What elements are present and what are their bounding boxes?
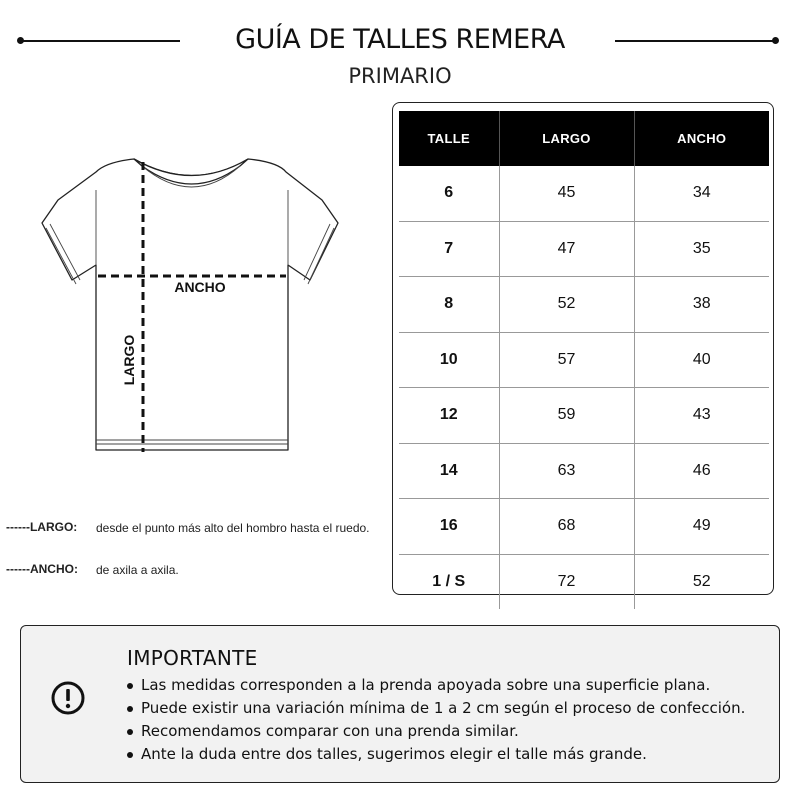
table-header-row xyxy=(399,111,769,166)
cell-size: 10 xyxy=(399,332,499,388)
tshirt-diagram xyxy=(20,150,360,470)
size-table xyxy=(399,111,769,609)
important-notice xyxy=(20,625,780,783)
table-row xyxy=(399,277,769,333)
cell-length: 57 xyxy=(499,332,634,388)
size-table-box xyxy=(392,102,774,595)
legend-description: de axila a axila. xyxy=(96,563,179,577)
table-row xyxy=(399,499,769,555)
title-divider-right xyxy=(615,40,775,42)
title-row xyxy=(0,22,800,58)
cell-width: 38 xyxy=(634,277,769,333)
header-ancho: ANCHO xyxy=(634,111,769,166)
cell-width: 40 xyxy=(634,332,769,388)
table-row xyxy=(399,388,769,444)
table-row xyxy=(399,166,769,221)
important-title: IMPORTANTE xyxy=(127,646,258,670)
cell-length: 72 xyxy=(499,554,634,609)
tshirt-body xyxy=(42,159,338,450)
cell-size: 12 xyxy=(399,388,499,444)
cell-width: 35 xyxy=(634,221,769,277)
legend-description: desde el punto más alto del hombro hasta el ruedo. xyxy=(96,521,370,535)
page-title: GUÍA DE TALLES REMERA xyxy=(235,24,565,55)
important-list xyxy=(127,674,745,766)
cell-width: 49 xyxy=(634,499,769,555)
cell-size: 16 xyxy=(399,499,499,555)
cell-length: 59 xyxy=(499,388,634,444)
table-row xyxy=(399,332,769,388)
list-item: Ante la duda entre dos talles, sugerimos elegir el talle más grande. xyxy=(127,743,745,766)
table-row xyxy=(399,554,769,609)
cell-length: 63 xyxy=(499,443,634,499)
table-row xyxy=(399,443,769,499)
cell-size: 6 xyxy=(399,166,499,221)
cell-length: 52 xyxy=(499,277,634,333)
cell-width: 43 xyxy=(634,388,769,444)
list-item: Puede existir una variación mínima de 1 a 2 cm según el proceso de confección. xyxy=(127,697,745,720)
title-dot-right xyxy=(772,37,779,44)
table-row xyxy=(399,221,769,277)
list-item: Las medidas corresponden a la prenda apoyada sobre una superficie plana. xyxy=(127,674,745,697)
exclamation-circle-icon xyxy=(51,681,85,715)
cell-size: 7 xyxy=(399,221,499,277)
cell-size: 14 xyxy=(399,443,499,499)
legend-key: ------ANCHO: xyxy=(6,562,78,576)
title-dot-left xyxy=(17,37,24,44)
legend-key: ------LARGO: xyxy=(6,520,78,534)
title-divider-left xyxy=(20,40,180,42)
cell-width: 46 xyxy=(634,443,769,499)
header-talle: TALLE xyxy=(399,111,499,166)
cell-length: 47 xyxy=(499,221,634,277)
cell-length: 45 xyxy=(499,166,634,221)
cell-width: 52 xyxy=(634,554,769,609)
list-item: Recomendamos comparar con una prenda similar. xyxy=(127,720,745,743)
width-label: ANCHO xyxy=(174,279,226,295)
cell-length: 68 xyxy=(499,499,634,555)
cell-size: 1 / S xyxy=(432,572,466,590)
page-subtitle: PRIMARIO xyxy=(348,64,452,88)
cell-width: 34 xyxy=(634,166,769,221)
length-label: LARGO xyxy=(121,334,137,386)
cell-size: 8 xyxy=(399,277,499,333)
header-largo: LARGO xyxy=(499,111,634,166)
